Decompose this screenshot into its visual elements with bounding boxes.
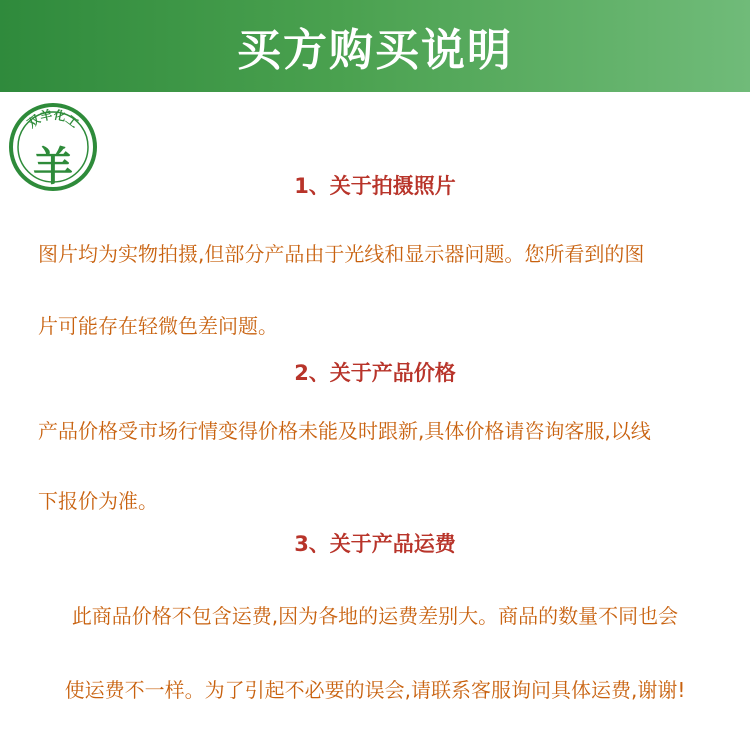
- section-text-price-line1: 产品价格受市场行情变得价格未能及时跟新,具体价格请咨询客服,以线: [38, 419, 651, 443]
- header-banner: [0, 0, 750, 92]
- section-text-photos-line1: 图片均为实物拍摄,但部分产品由于光线和显示器问题。您所看到的图: [38, 242, 645, 266]
- logo-text: 双羊化工: [24, 107, 82, 131]
- section-text-photos-line2: 片可能存在轻微色差问题。: [38, 314, 278, 338]
- section-heading-photos: 1、关于拍摄照片: [294, 174, 456, 198]
- page-title: 买方购买说明: [237, 25, 513, 76]
- section-text-price-line2: 下报价为准。: [38, 489, 158, 513]
- section-heading-shipping: 3、关于产品运费: [294, 532, 456, 556]
- section-text-shipping-line2: 使运费不一样。为了引起不必要的误会,请联系客服询问具体运费,谢谢!: [64, 678, 686, 702]
- logo-glyph: 羊: [33, 144, 73, 190]
- section-text-shipping-line1: 此商品价格不包含运费,因为各地的运费差别大。商品的数量不同也会: [71, 604, 679, 628]
- section-heading-price: 2、关于产品价格: [294, 361, 456, 385]
